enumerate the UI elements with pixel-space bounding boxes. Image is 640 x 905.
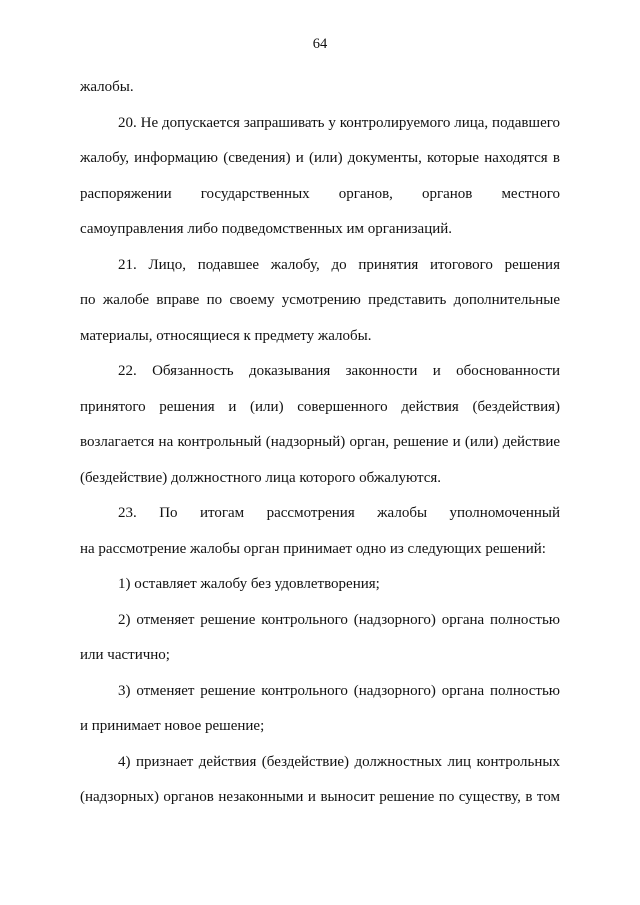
text-line: по жалобе вправе по своему усмотрению представить дополнительные — [80, 292, 560, 308]
text-line: самоуправления либо подведомственных им организаций. — [80, 221, 453, 237]
text-line: 23. По итогам рассмотрения жалобы уполномоченный — [118, 505, 560, 521]
page-number: 64 — [312, 36, 328, 52]
text-line: 2) отменяет решение контрольного (надзорного) органа полностью — [118, 611, 560, 628]
text-line: и принимает новое решение; — [80, 718, 265, 734]
text-line: на рассмотрение жалобы орган принимает одно из следующих решений: — [80, 540, 546, 557]
text-line: 4) признает действия (бездействие) должностных лиц контрольных — [118, 753, 560, 770]
text-line: жалобу, информацию (сведения) и (или) документы, которые находятся в — [80, 150, 560, 166]
text-line: материалы, относящиеся к предмету жалобы. — [80, 327, 372, 344]
text-line: 22. Обязанность доказывания законности и обоснованности — [118, 363, 560, 379]
text-line: 20. Не допускается запрашивать у контролируемого лица, подавшего — [118, 114, 560, 131]
text-line: (бездействие) должностного лица которого обжалуются. — [80, 469, 442, 486]
text-line: (надзорных) органов незаконными и выносит решение по существу, в том — [80, 789, 560, 805]
text-line: 3) отменяет решение контрольного (надзорного) органа полностью — [118, 682, 560, 699]
text-line: жалобы. — [80, 79, 134, 95]
text-line: возлагается на контрольный (надзорный) орган, решение и (или) действие — [80, 434, 560, 450]
text-line: принятого решения и (или) совершенного действия (бездействия) — [80, 398, 560, 415]
text-line: 1) оставляет жалобу без удовлетворения; — [118, 576, 380, 592]
text-line: 21. Лицо, подавшее жалобу, до принятия итогового решения — [118, 256, 560, 273]
text-line: или частично; — [80, 647, 170, 663]
text-line: распоряжении государственных органов, органов местного — [80, 185, 560, 202]
body-text — [80, 70, 560, 816]
